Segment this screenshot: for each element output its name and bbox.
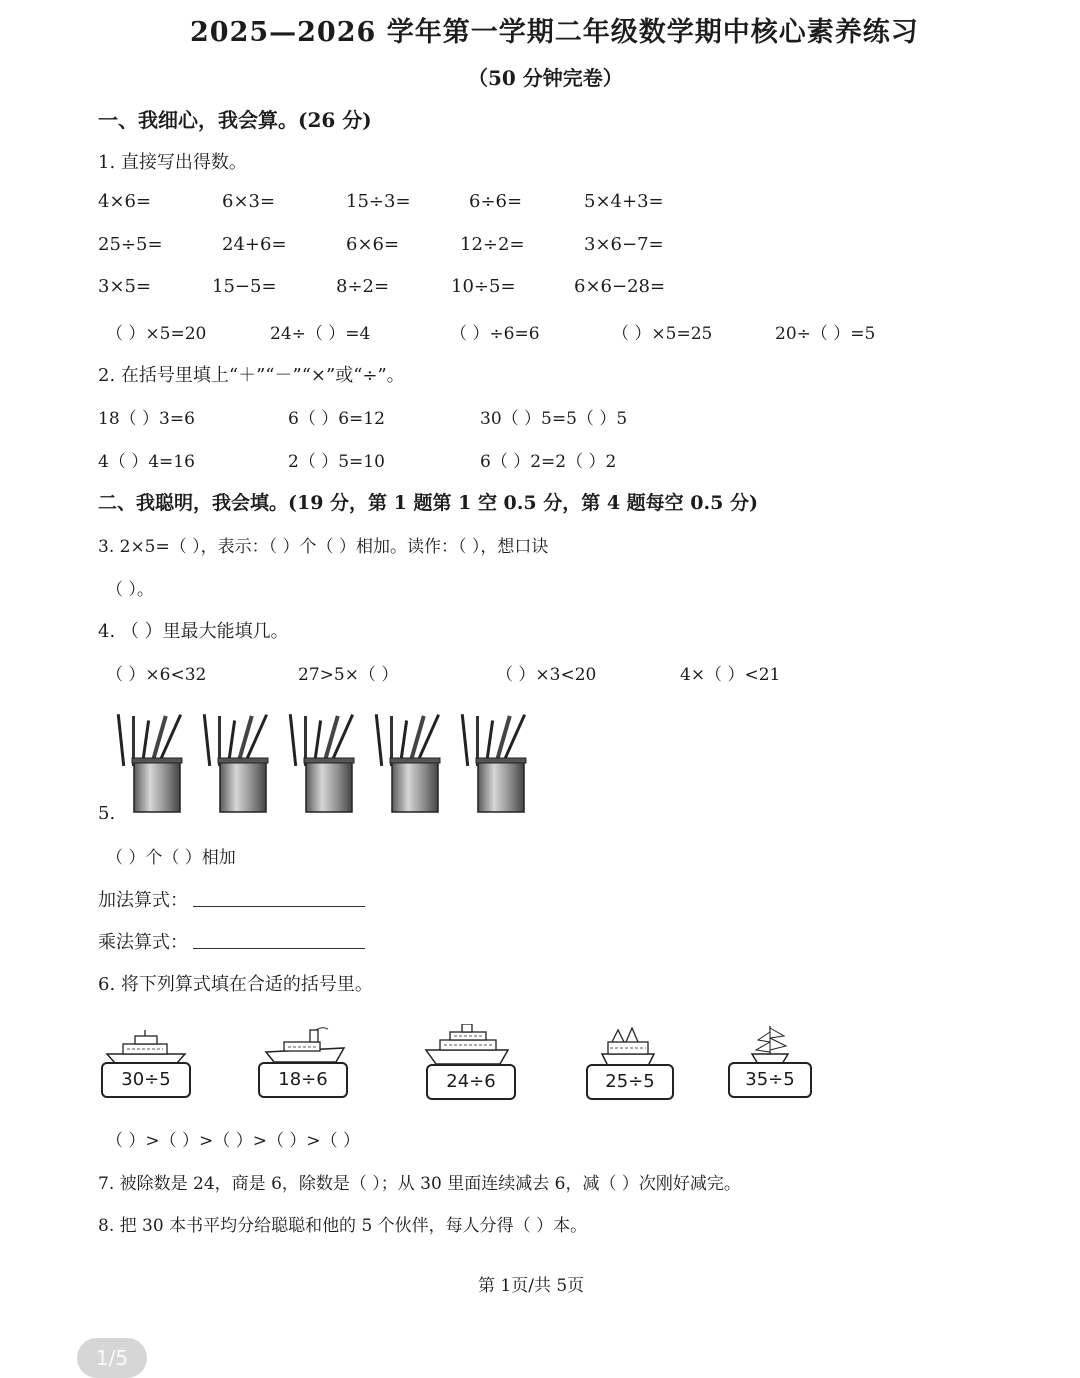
operator-fill: 18（ ）3=6 <box>98 409 195 429</box>
page-subtitle: （50 分钟完卷） <box>468 66 623 90</box>
calc-cell: 15−5= <box>212 276 277 297</box>
q3-line-1: 3. 2×5=（ ），表示：（ ）个（ ）相加。读作：（ ），想口诀 <box>98 537 549 557</box>
expression-box: 25÷5 <box>586 1064 674 1100</box>
calc-cell: 24+6= <box>222 234 287 255</box>
q6-prompt: 6. 将下列算式填在合适的括号里。 <box>98 974 373 995</box>
pencil-cup <box>117 714 182 812</box>
add-answer-line[interactable] <box>193 906 365 907</box>
calc-cell: 6÷6= <box>469 191 523 212</box>
q5-number: 5. <box>98 803 116 824</box>
q4-item: （ ）×6<32 <box>106 665 207 685</box>
ship-icon <box>600 1026 656 1068</box>
q3-line-2: （ ）。 <box>106 580 154 600</box>
page-indicator[interactable]: 1/5 <box>77 1338 147 1378</box>
mul-answer-line[interactable] <box>193 948 365 949</box>
ship-icon <box>262 1026 346 1064</box>
q7: 7. 被除数是 24，商是 6，除数是（ ）；从 30 里面连续减去 6，减（ ）次刚好减完。 <box>98 1174 741 1194</box>
calc-cell: 3×6−7= <box>584 234 664 255</box>
expression-box: 35÷5 <box>728 1062 812 1098</box>
fill-cell: 24÷（ ）=4 <box>270 324 371 344</box>
pencil-cup <box>203 714 268 812</box>
expression-box: 18÷6 <box>258 1062 348 1098</box>
calc-cell: 8÷2= <box>336 276 390 297</box>
q2-prompt: 2. 在括号里填上“＋”“－”“×”或“÷”。 <box>98 365 405 386</box>
q4-prompt: 4. （ ）里最大能填几。 <box>98 621 289 642</box>
q1-prompt: 1. 直接写出得数。 <box>98 152 247 173</box>
fill-cell: （ ）×5=20 <box>106 324 207 344</box>
page-footer: 第 1页/共 5页 <box>478 1276 585 1296</box>
operator-fill: 6（ ）6=12 <box>288 409 385 429</box>
q4-item: 27>5×（ ） <box>298 665 399 685</box>
expression-box: 30÷5 <box>101 1062 191 1098</box>
operator-fill: 6（ ）2=2（ ）2 <box>480 452 617 472</box>
calc-cell: 12÷2= <box>460 234 525 255</box>
expression-box: 24÷6 <box>426 1064 516 1100</box>
calc-cell: 6×3= <box>222 191 276 212</box>
pencil-cup <box>289 714 354 812</box>
sailboat-icon <box>748 1024 792 1066</box>
ship-icon <box>105 1030 189 1064</box>
q4-item: （ ）×3<20 <box>496 665 597 685</box>
calc-cell: 25÷5= <box>98 234 163 255</box>
calc-cell: 6×6= <box>346 234 400 255</box>
calc-cell: 5×4+3= <box>584 191 664 212</box>
calc-cell: 10÷5= <box>451 276 516 297</box>
pencil-cup <box>375 714 440 812</box>
calc-cell: 15÷3= <box>346 191 411 212</box>
operator-fill: 30（ ）5=5（ ）5 <box>480 409 628 429</box>
page-title: 2025—2026 学年第一学期二年级数学期中核心素养练习 <box>190 17 919 48</box>
fill-cell: （ ）×5=25 <box>612 324 713 344</box>
operator-fill: 4（ ）4=16 <box>98 452 195 472</box>
ship-icon <box>424 1024 510 1066</box>
operator-fill: 2（ ）5=10 <box>288 452 385 472</box>
calc-cell: 4×6= <box>98 191 152 212</box>
q6-order-line: （ ）>（ ）>（ ）>（ ）>（ ） <box>106 1131 360 1151</box>
q8: 8. 把 30 本书平均分给聪聪和他的 5 个伙伴，每人分得（ ）本。 <box>98 1216 588 1236</box>
pencil-cup <box>461 714 526 812</box>
q5-mul-label: 乘法算式： <box>98 932 188 953</box>
fill-cell: （ ）÷6=6 <box>450 324 540 344</box>
q4-item: 4×（ ）<21 <box>680 665 781 685</box>
section-2-title: 二、我聪明，我会填。(19 分，第 1 题第 1 空 0.5 分，第 4 题每空 0.5 分) <box>98 492 758 514</box>
section-1-title: 一、我细心，我会算。(26 分) <box>98 108 372 132</box>
fill-cell: 20÷（ ）=5 <box>775 324 876 344</box>
calc-cell: 3×5= <box>98 276 152 297</box>
q5-fill: （ ）个（ ）相加 <box>106 848 236 868</box>
calc-cell: 6×6−28= <box>574 276 666 297</box>
q5-add-label: 加法算式： <box>98 890 188 911</box>
pencil-cups-illustration <box>110 712 550 814</box>
